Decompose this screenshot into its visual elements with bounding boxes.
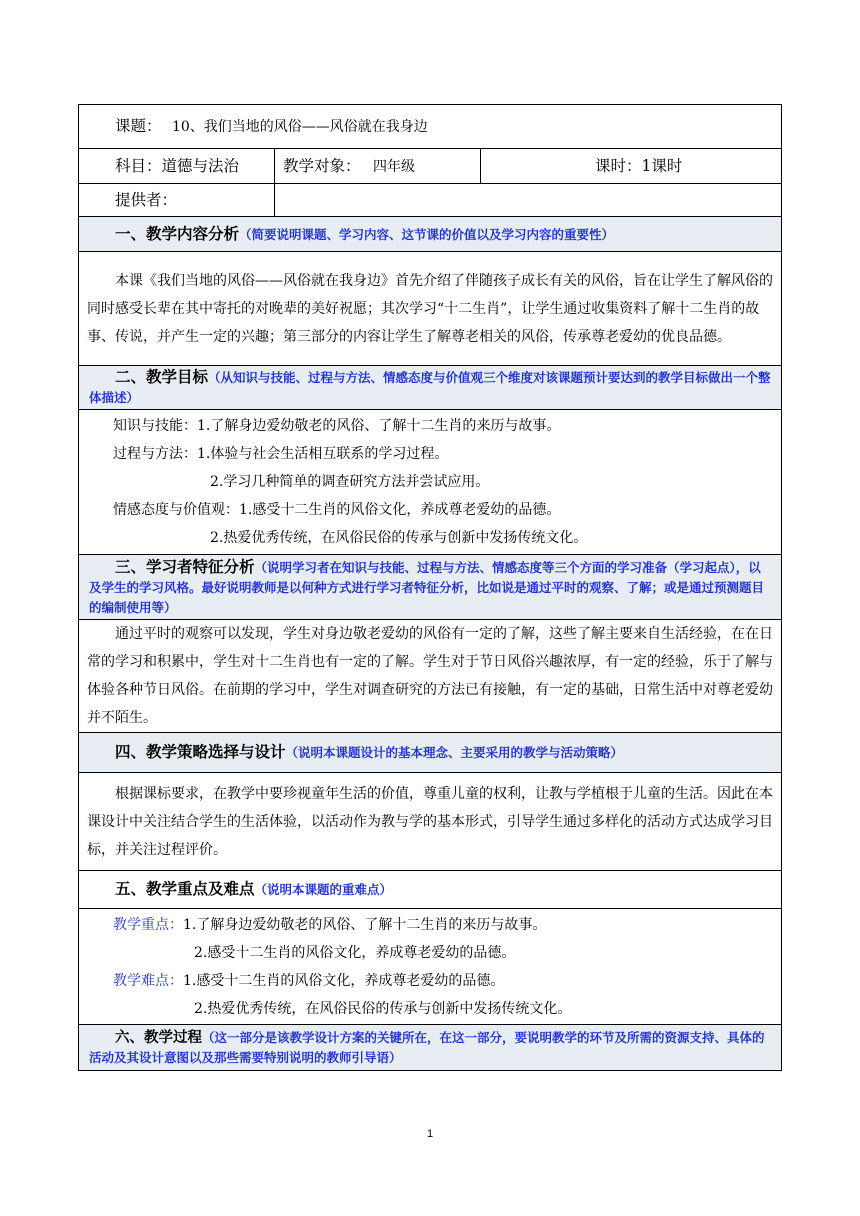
section-4-header [79, 733, 782, 773]
section-1-hint: （简要说明课题、学习内容、这节课的价值以及学习内容的重要性） [239, 226, 615, 242]
audience-cell [275, 149, 481, 184]
subject-cell [79, 149, 275, 184]
section-5-header [79, 871, 782, 909]
section-5-body [79, 909, 782, 1025]
section-1-body [79, 252, 782, 366]
topic-row [79, 105, 782, 149]
subject-text: 科目：道德与法治 [115, 156, 240, 175]
key-point-1-line [87, 911, 773, 939]
section-4-body [79, 773, 782, 871]
hours-cell [481, 149, 782, 184]
section-2-title: 二、教学目标 [115, 367, 209, 386]
objective-emotion-2: 2.热爱优秀传统，在风俗民俗的传承与创新中发扬传统文化。 [210, 530, 588, 546]
section-6-header [79, 1025, 782, 1071]
section-2-header [79, 366, 782, 410]
section-4-paragraph: 根据课标要求，在教学中要珍视童年生活的价值，尊重儿童的权利，让教与学植根于儿童的生活。因此在本课设计中关注结合学生的生活体验，以活动作为教与学的基本形式，引导学生通过多样化的活动方式达成学习目标，并关注过程评价。 [87, 785, 773, 858]
section-4-hint: （说明本课题设计的基本理念、主要采用的教学与活动策略） [285, 745, 624, 760]
objective-emotion-1: 情感态度与价值观：1.感受十二生肖的风俗文化，养成尊老爱幼的品德。 [113, 502, 561, 518]
difficulty-1-line [87, 967, 773, 995]
topic-label: 课题： [115, 117, 162, 135]
audience-value: 四年级 [372, 158, 415, 175]
section-3-hint: （说明学习者在知识与技能、过程与方法、情感态度等三个方面的学习准备（学习起点），以及学生的学习风格。最好说明教师是以何种方式进行学习者特征分析，比如说是通过平时的观察、了解；或是通过预测题目的编制使用等） [89, 559, 765, 615]
page-number: 1 [426, 1128, 434, 1140]
lesson-plan-table [78, 104, 782, 1071]
objective-process-1: 过程与方法：1.体验与社会生活相互联系的学习过程。 [113, 446, 449, 462]
difficulty-1: 1.感受十二生肖的风俗文化，养成尊老爱幼的品德。 [183, 972, 505, 989]
section-5-title: 五、教学重点及难点 [115, 879, 255, 898]
difficulty-label: 教学难点： [113, 972, 183, 989]
provider-value-cell [275, 184, 782, 217]
section-4-title: 四、教学策略选择与设计 [115, 742, 286, 761]
section-1-paragraph: 本课《我们当地的风俗——风俗就在我身边》首先介绍了伴随孩子成长有关的风俗，旨在让学生了解风俗的同时感受长辈在其中寄托的对晚辈的美好祝愿；其次学习“十二生肖”，让学生通过收集资料了解十二生肖的故事、传说，并产生一定的兴趣；第三部分的内容让学生了解尊老相关的风俗，传承尊老爱幼的优良品德。 [87, 272, 773, 345]
key-point-1: 1.了解身边爱幼敬老的风俗、了解十二生肖的来历与故事。 [183, 916, 547, 933]
section-3-title: 三、学习者特征分析 [115, 556, 255, 576]
provider-label: 提供者： [115, 190, 178, 209]
difficulty-2: 2.热爱优秀传统，在风俗民俗的传承与创新中发扬传统文化。 [194, 1000, 572, 1017]
objective-knowledge: 知识与技能：1.了解身边爱幼敬老的风俗、了解十二生肖的来历与故事。 [113, 418, 561, 434]
audience-label: 教学对象： [283, 156, 361, 175]
section-3-paragraph: 通过平时的观察可以发现，学生对身边敬老爱幼的风俗有一定的了解，这些了解主要来自生活经验，在在日常的学习和积累中，学生对十二生肖也有一定的了解。学生对于节日风俗兴趣浓厚，有一定的经验，乐于了解与体验各种节日风俗。在前期的学习中，学生对调查研究的方法已有接触，有一定的基础，日常生活中对尊老爱幼并不陌生。 [87, 626, 773, 726]
key-point-label: 教学重点： [113, 916, 183, 933]
section-6-title: 六、教学过程 [115, 1028, 202, 1046]
section-2-body [79, 410, 782, 555]
section-6-hint: （这一部分是该教学设计方案的关键所在，在这一部分，要说明教学的环节及所需的资源支持、具体的活动及其设计意图以及那些需要特别说明的教师引导语） [89, 1029, 765, 1065]
key-point-2: 2.感受十二生肖的风俗文化，养成尊老爱幼的品德。 [194, 944, 516, 961]
topic-value: 10、我们当地的风俗——风俗就在我身边 [171, 119, 428, 135]
section-2-hint: （从知识与技能、过程与方法、情感态度与价值观三个维度对该课题预计要达到的教学目标做出一个整体描述） [89, 370, 771, 405]
section-5-hint: （说明本课题的重难点） [254, 882, 393, 897]
objective-process-2: 2.学习几种简单的调查研究方法并尝试应用。 [210, 474, 490, 490]
section-3-header [79, 555, 782, 620]
section-3-body [79, 620, 782, 733]
hours-text: 课时：1课时 [595, 156, 683, 175]
section-1-title: 一、教学内容分析 [115, 223, 240, 243]
provider-cell [79, 184, 275, 217]
section-1-header [79, 217, 782, 252]
